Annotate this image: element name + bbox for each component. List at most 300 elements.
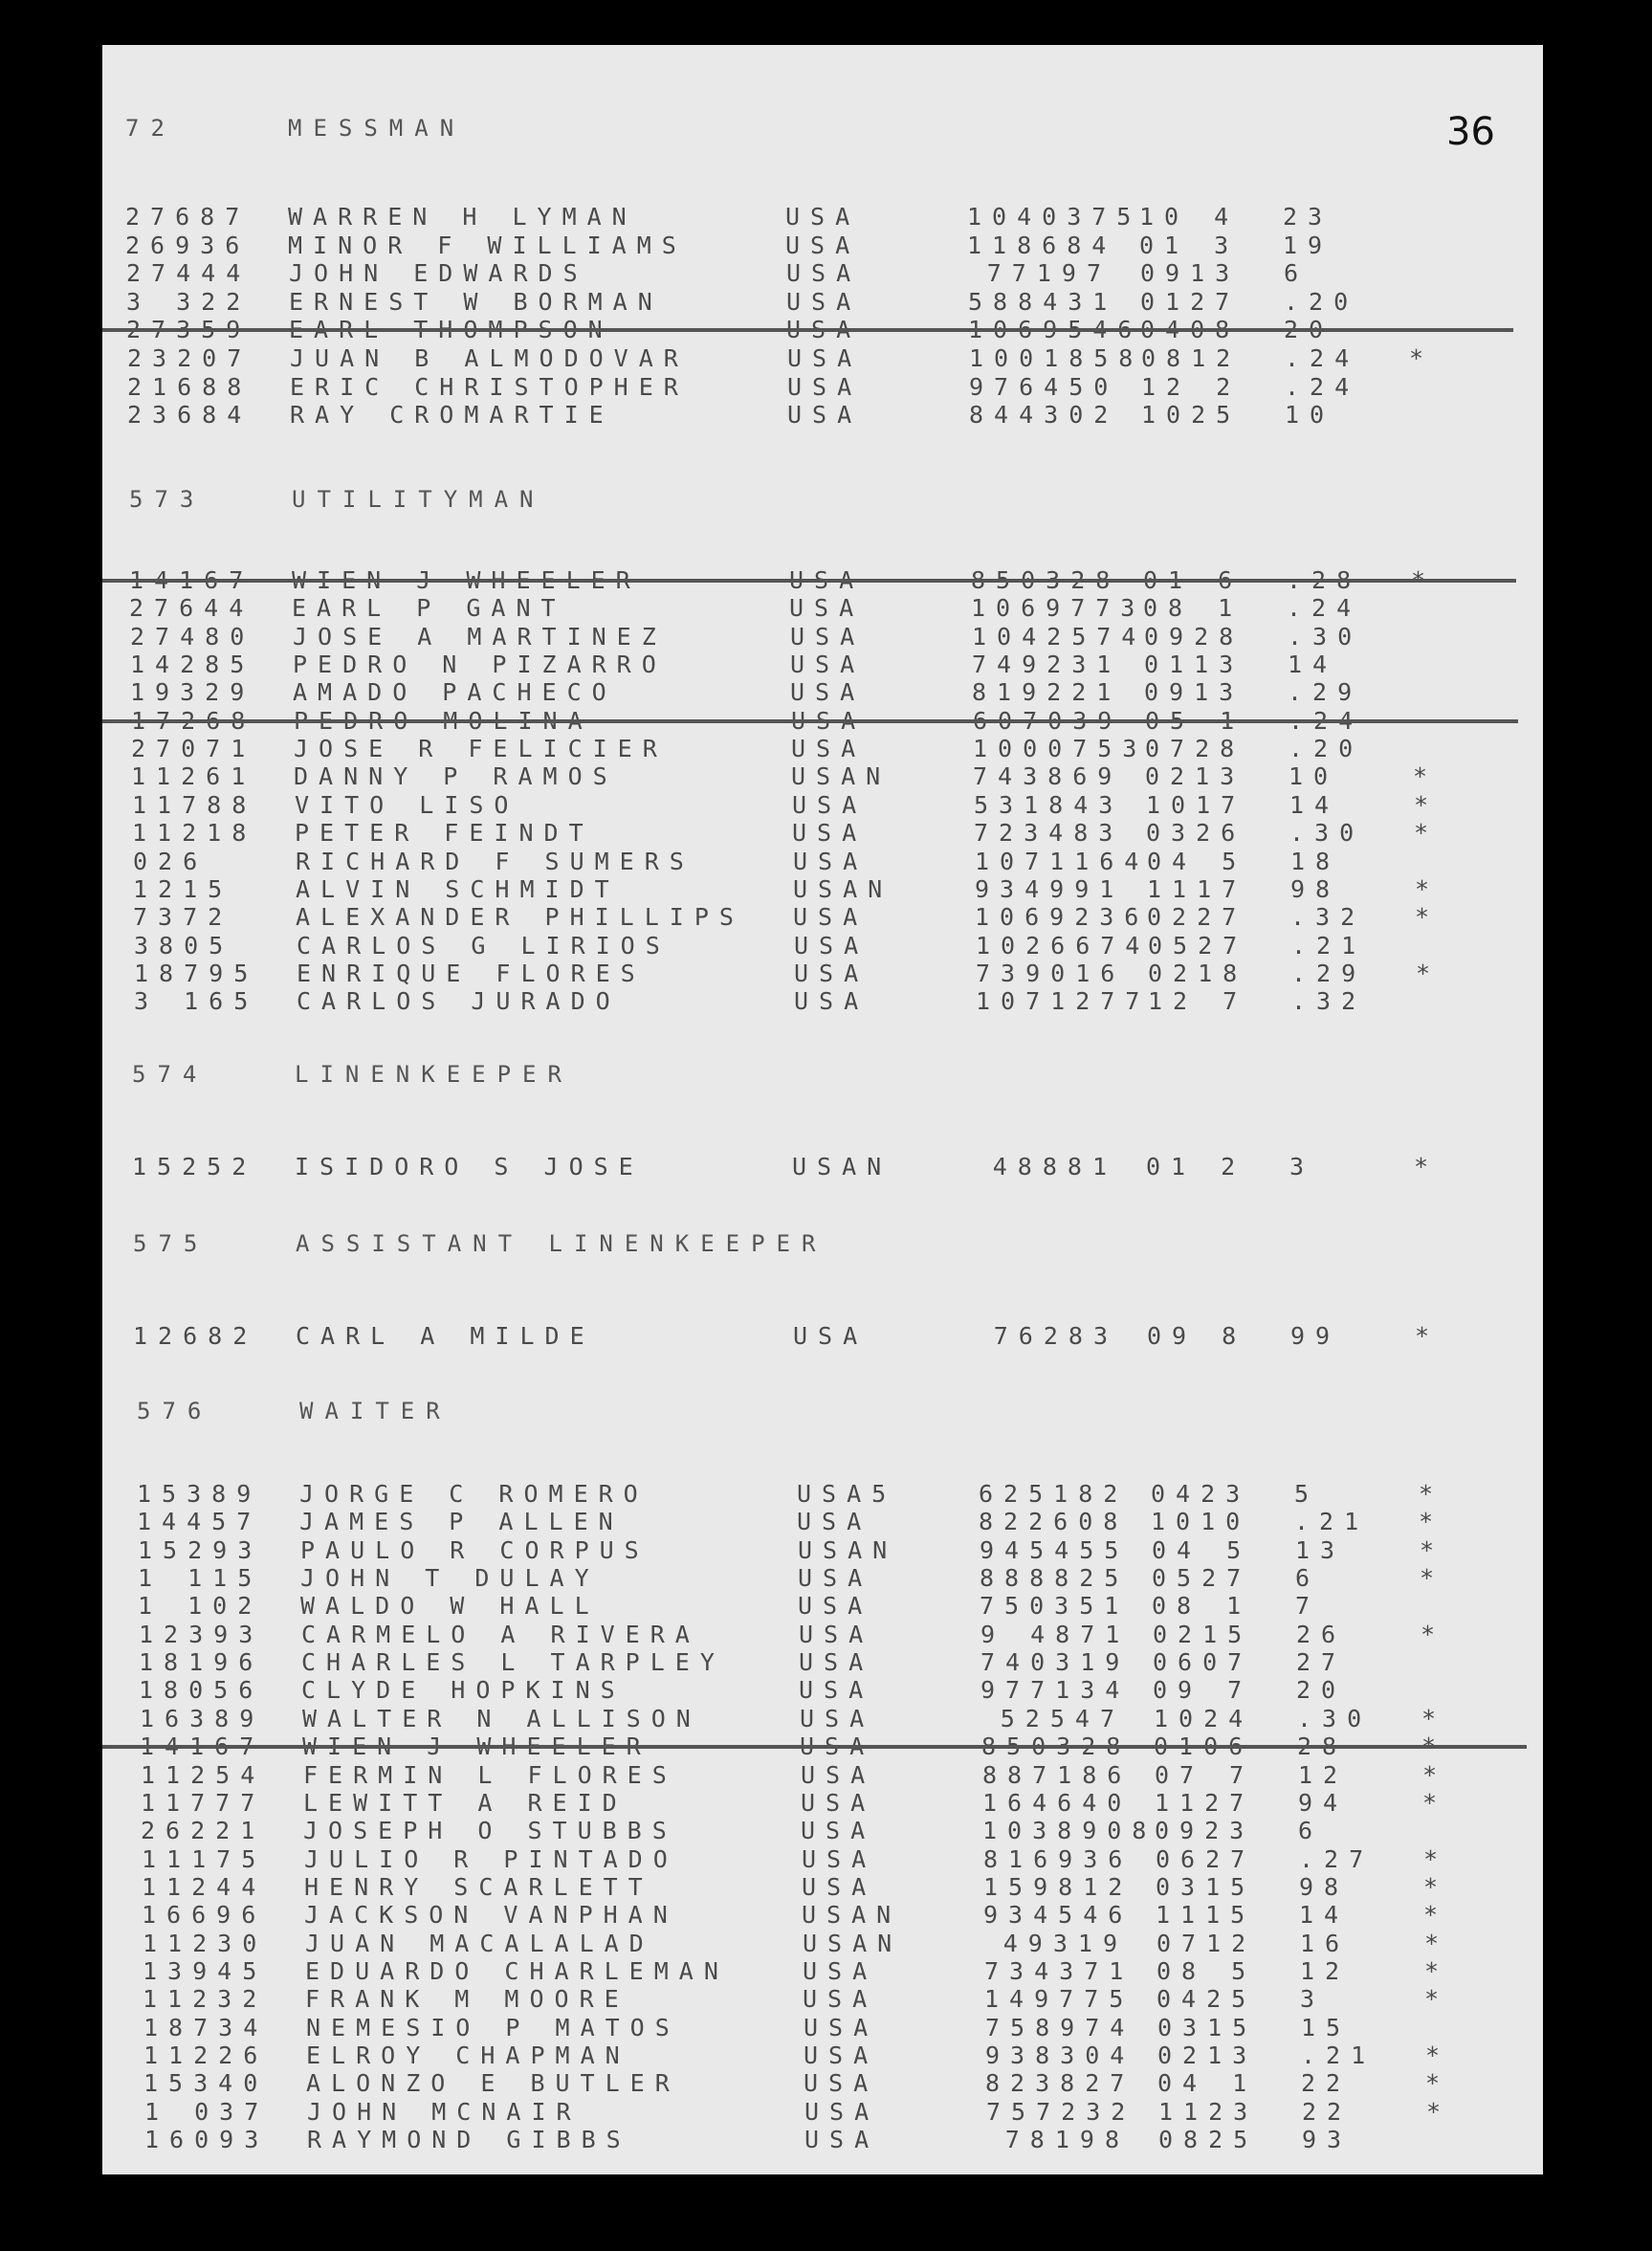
cell-name: JUAN MACALALAD — [305, 1930, 654, 1957]
cell-id: 11244 — [142, 1873, 267, 1901]
cell-mark: * — [1425, 2069, 1451, 2097]
cell-name: WALTER N ALLISON — [302, 1705, 701, 1732]
cell-val: 13 — [1295, 1536, 1346, 1564]
cell-date: 0527 — [1148, 932, 1248, 960]
cell-name: RAYMOND GIBBS — [307, 2126, 631, 2153]
cell-id: 3 165 — [134, 987, 259, 1015]
cell-mark: * — [1423, 1901, 1449, 1929]
section-code: 576 — [137, 1398, 213, 1424]
cell-num: 1069236 — [975, 903, 1150, 931]
cell-id: 11226 — [143, 2041, 269, 2069]
cell-mark: * — [1419, 1508, 1444, 1535]
cell-cit: USA — [790, 651, 866, 678]
cell-name: FRANK M MOORE — [305, 1985, 629, 2013]
cell-mark: * — [1420, 1536, 1445, 1564]
cell-num: 1001858 — [969, 344, 1144, 372]
cell-num: 78198 — [1004, 2126, 1130, 2153]
cell-date: 08 1 — [1152, 1592, 1252, 1620]
cell-mark: * — [1415, 1322, 1441, 1350]
cell-num: 734371 — [984, 1957, 1134, 1985]
cell-id: 1 102 — [138, 1592, 263, 1620]
cell-cit: USA — [786, 288, 862, 316]
cell-mark: * — [1425, 2041, 1451, 2069]
cell-val: 14 — [1289, 791, 1340, 819]
cell-val: .24 — [1285, 373, 1360, 401]
cell-num: 723483 — [974, 819, 1124, 847]
cell-cit: USA — [792, 791, 868, 819]
cell-date: 0527 — [1152, 1564, 1252, 1592]
cell-date: 08 1 — [1143, 594, 1244, 622]
cell-cit: USAN — [793, 875, 893, 903]
cell-name: CARLOS G LIRIOS — [297, 932, 671, 960]
section-title: UTILITYMAN — [292, 486, 545, 513]
cell-num: 888825 — [980, 1564, 1130, 1592]
cell-cit: USA — [803, 1957, 878, 1985]
cell-num: 164640 — [982, 1789, 1133, 1817]
section-title: LINENKEEPER — [295, 1061, 573, 1088]
cell-id: 17268 — [131, 707, 256, 735]
cell-val: .21 — [1301, 2041, 1377, 2069]
cell-id: 14167 — [129, 566, 254, 594]
cell-cit: USA — [804, 2126, 880, 2153]
cell-date: 07 7 — [1155, 1761, 1255, 1789]
cell-num: 1042574 — [972, 623, 1147, 651]
cell-name: ELROY CHAPMAN — [306, 2041, 630, 2069]
cell-id: 14457 — [137, 1508, 262, 1535]
cell-date: 04 1 — [1157, 2069, 1258, 2097]
cell-cit: USA — [802, 1873, 877, 1901]
cell-id: 16389 — [140, 1705, 265, 1732]
cell-name: JAMES P ALLEN — [299, 1508, 624, 1535]
cell-val: .24 — [1289, 707, 1364, 735]
cell-val: 23 — [1283, 203, 1333, 231]
cell-cit: USA — [785, 203, 861, 231]
cell-date: 1017 — [1146, 791, 1246, 819]
cell-val: .24 — [1287, 594, 1362, 622]
cell-mark: * — [1421, 1705, 1447, 1732]
cell-val: 18 — [1290, 848, 1341, 875]
cell-cit: USA — [804, 2069, 879, 2097]
cell-cit: USA — [800, 1732, 875, 1760]
cell-num: 1040375 — [967, 203, 1142, 231]
cell-date: 0326 — [1146, 819, 1246, 847]
cell-val: 6 — [1298, 1817, 1324, 1844]
cell-name: EDUARDO CHARLEMAN — [305, 1957, 729, 1985]
cell-id: 11777 — [141, 1789, 266, 1817]
cell-date: 1010 — [1151, 1508, 1251, 1535]
cell-cit: USAN — [798, 1536, 898, 1564]
cell-val: 94 — [1298, 1789, 1349, 1817]
cell-date: 0425 — [1156, 1985, 1257, 2013]
cell-val: 16 — [1300, 1930, 1351, 1957]
cell-name: JULIO R PINTADO — [304, 1845, 678, 1873]
cell-cit: USA — [801, 1817, 876, 1844]
cell-cit: USA — [789, 566, 865, 594]
cell-id: 11232 — [143, 1985, 268, 2013]
cell-cit: USA — [792, 819, 868, 847]
cell-id: 18196 — [139, 1648, 264, 1676]
cell-num: 850328 — [971, 566, 1121, 594]
section-title: MESSMAN — [288, 115, 466, 142]
cell-id: 1 115 — [138, 1564, 263, 1592]
cell-cit: USA — [801, 1789, 876, 1817]
cell-date: 09 8 — [1147, 1322, 1247, 1350]
cell-date: 0315 — [1156, 1873, 1256, 1901]
cell-date: 04 5 — [1152, 1536, 1252, 1564]
cell-num: 945455 — [980, 1536, 1130, 1564]
cell-name: WIEN J WHEELER — [302, 1732, 651, 1760]
section-title: ASSISTANT LINENKEEPER — [296, 1230, 827, 1257]
document-page — [102, 45, 1543, 2174]
cell-id: 3 322 — [126, 288, 252, 316]
cell-id: 27359 — [126, 316, 252, 343]
cell-cit: USA — [793, 1322, 869, 1350]
cell-id: 23684 — [127, 401, 253, 429]
cell-name: FERMIN L FLORES — [303, 1761, 677, 1789]
cell-name: WARREN H LYMAN — [288, 203, 637, 231]
cell-val: .30 — [1288, 623, 1363, 651]
cell-name: CHARLES L TARPLEY — [301, 1648, 725, 1676]
cell-name: RAY CROMARTIE — [290, 401, 614, 429]
cell-name: WIEN J WHEELER — [292, 566, 641, 594]
cell-num: 607039 — [973, 707, 1123, 735]
cell-num: 588431 — [968, 288, 1118, 316]
cell-date: 0712 — [1156, 1930, 1257, 1957]
cell-date: 10 4 — [1139, 203, 1240, 231]
cell-val: 3 — [1300, 1985, 1326, 2013]
cell-num: 49319 — [1002, 1930, 1128, 1957]
cell-name: AMADO PACHECO — [293, 678, 617, 706]
cell-num: 850328 — [981, 1732, 1132, 1760]
cell-num: 1069546 — [968, 316, 1143, 343]
cell-name: HENRY SCARLETT — [304, 1873, 653, 1901]
cell-id: 19329 — [130, 678, 255, 706]
cell-cit: USA — [794, 932, 870, 960]
cell-id: 11788 — [132, 791, 257, 819]
cell-cit: USA — [800, 1705, 875, 1732]
cell-cit: USA — [791, 735, 867, 762]
cell-num: 749231 — [972, 651, 1122, 678]
cell-num: 934546 — [983, 1901, 1134, 1929]
cell-val: .24 — [1285, 344, 1360, 372]
cell-id: 27444 — [126, 259, 252, 287]
cell-val: 6 — [1295, 1564, 1321, 1592]
cell-name: JOSE A MARTINEZ — [293, 623, 667, 651]
cell-cit: USA — [787, 401, 863, 429]
cell-num: 1000753 — [973, 735, 1148, 762]
cell-date: 1025 — [1141, 401, 1242, 429]
cell-num: 1069773 — [971, 594, 1146, 622]
cell-id: 1 037 — [144, 2098, 270, 2126]
cell-cit: USA — [790, 623, 866, 651]
cell-id: 26936 — [125, 232, 251, 259]
cell-mark: * — [1416, 960, 1442, 987]
cell-id: 16093 — [144, 2126, 270, 2153]
cell-val: .32 — [1290, 903, 1366, 931]
cell-num: 822608 — [979, 1508, 1129, 1535]
cell-val: .20 — [1284, 288, 1359, 316]
cell-val: .20 — [1289, 735, 1364, 762]
cell-cit: USAN — [792, 1153, 892, 1181]
cell-date: 0812 — [1141, 344, 1242, 372]
cell-cit: USA — [787, 344, 863, 372]
cell-val: .29 — [1291, 960, 1367, 987]
cell-name: ERNEST W BORMAN — [289, 288, 663, 316]
cell-id: 21688 — [127, 373, 253, 401]
cell-mark: * — [1423, 1845, 1449, 1873]
cell-date: 0607 — [1153, 1648, 1253, 1676]
cell-val: 15 — [1301, 2014, 1352, 2041]
cell-num: 159812 — [983, 1873, 1134, 1901]
section-code: 575 — [133, 1230, 209, 1257]
cell-id: 18795 — [134, 960, 259, 987]
cell-date: 0728 — [1145, 735, 1245, 762]
cell-val: 26 — [1296, 1621, 1347, 1648]
cell-cit: USA — [801, 1761, 876, 1789]
cell-date: 1123 — [1158, 2098, 1259, 2126]
cell-id: 27687 — [125, 203, 251, 231]
cell-cit: USA5 — [797, 1480, 897, 1508]
cell-id: 11230 — [143, 1930, 268, 1957]
cell-num: 76283 — [993, 1322, 1118, 1350]
cell-num: 149775 — [984, 1985, 1134, 2013]
cell-date: 01 6 — [1143, 566, 1244, 594]
cell-name: PEDRO N PIZARRO — [293, 651, 667, 678]
cell-cit: USA — [791, 707, 867, 735]
cell-date: 0913 — [1144, 678, 1245, 706]
cell-val: .27 — [1299, 1845, 1375, 1873]
cell-num: 1026674 — [976, 932, 1151, 960]
cell-name: CARLOS JURADO — [297, 987, 621, 1015]
cell-cit: USA — [804, 2041, 879, 2069]
cell-date: 0227 — [1147, 903, 1247, 931]
cell-name: NEMESIO P MATOS — [306, 2014, 680, 2041]
cell-mark: * — [1423, 1873, 1449, 1901]
cell-name: JOHN MCNAIR — [307, 2098, 582, 2126]
cell-id: 18734 — [143, 2014, 269, 2041]
cell-num: 758974 — [985, 2014, 1135, 2041]
cell-date: 01 2 — [1146, 1153, 1246, 1181]
cell-date: 0113 — [1144, 651, 1245, 678]
cell-val: 10 — [1285, 401, 1335, 429]
cell-val: 22 — [1301, 2069, 1352, 2097]
cell-num: 816936 — [983, 1845, 1134, 1873]
cell-mark: * — [1426, 2098, 1452, 2126]
cell-num: 118684 — [967, 232, 1117, 259]
cell-name: WALDO W HALL — [300, 1592, 600, 1620]
cell-val: 98 — [1299, 1873, 1350, 1901]
cell-name: JACKSON VANPHAN — [304, 1901, 678, 1929]
cell-mark: * — [1421, 1732, 1447, 1760]
cell-val: .30 — [1289, 819, 1365, 847]
cell-date: 09 7 — [1153, 1676, 1253, 1704]
cell-id: 15252 — [132, 1153, 257, 1181]
cell-cit: USA — [798, 1564, 873, 1592]
cell-val: .29 — [1288, 678, 1363, 706]
cell-val: .28 — [1287, 566, 1362, 594]
cell-name: JOSE R FELICIER — [294, 735, 668, 762]
cell-val: .21 — [1291, 932, 1367, 960]
cell-mark: * — [1409, 344, 1435, 372]
cell-cit: USA — [785, 232, 861, 259]
cell-num: 819221 — [972, 678, 1122, 706]
cell-cit: USA — [802, 1845, 877, 1873]
cell-date: 0315 — [1157, 2014, 1258, 2041]
cell-id: 026 — [133, 848, 209, 875]
section-title: WAITER — [299, 1398, 452, 1424]
cell-cit: USA — [793, 903, 869, 931]
cell-val: 14 — [1299, 1901, 1350, 1929]
cell-id: 27644 — [129, 594, 254, 622]
cell-val: 19 — [1283, 232, 1333, 259]
cell-num: 52547 — [1000, 1705, 1125, 1732]
cell-name: CARL A MILDE — [296, 1322, 595, 1350]
cell-id: 11218 — [132, 819, 257, 847]
cell-name: ALVIN SCHMIDT — [296, 875, 620, 903]
cell-name: ERIC CHRISTOPHER — [290, 373, 689, 401]
cell-date: 01 3 — [1139, 232, 1240, 259]
cell-cit: USA — [803, 1985, 878, 2013]
cell-num: 743869 — [973, 762, 1123, 790]
cell-val: 12 — [1300, 1957, 1351, 1985]
cell-date: 1117 — [1147, 875, 1247, 903]
cell-id: 14285 — [130, 651, 255, 678]
cell-num: 48881 — [992, 1153, 1117, 1181]
cell-cit: USA — [789, 594, 865, 622]
cell-val: 7 — [1295, 1592, 1321, 1620]
cell-name: RICHARD F SUMERS — [296, 848, 694, 875]
section-code: 574 — [132, 1061, 209, 1088]
cell-val: 22 — [1302, 2098, 1353, 2126]
cell-val: .30 — [1297, 1705, 1373, 1732]
cell-mark: * — [1424, 1985, 1450, 2013]
cell-val: 20 — [1284, 316, 1334, 343]
cell-date: 0213 — [1145, 762, 1245, 790]
cell-mark: * — [1419, 1480, 1444, 1508]
cell-val: 99 — [1290, 1322, 1341, 1350]
cell-date: 0215 — [1153, 1621, 1253, 1648]
cell-id: 26221 — [141, 1817, 266, 1844]
cell-cit: USA — [787, 373, 863, 401]
cell-date: 0106 — [1154, 1732, 1254, 1760]
cell-num: 976450 — [969, 373, 1119, 401]
cell-id: 27071 — [131, 735, 256, 762]
cell-cit: USA — [799, 1648, 874, 1676]
cell-val: .32 — [1291, 987, 1367, 1015]
cell-val: 98 — [1290, 875, 1341, 903]
cell-mark: * — [1413, 762, 1439, 790]
cell-id: 3805 — [134, 932, 234, 960]
cell-date: 1115 — [1156, 1901, 1256, 1929]
cell-date: 0928 — [1144, 623, 1245, 651]
cell-num: 977134 — [980, 1676, 1131, 1704]
cell-date: 0825 — [1158, 2126, 1259, 2153]
cell-date: 0218 — [1148, 960, 1248, 987]
cell-name: DANNY P RAMOS — [294, 762, 618, 790]
cell-cit: USA — [798, 1592, 873, 1620]
cell-name: ALONZO E BUTLER — [306, 2069, 680, 2097]
cell-mark: * — [1422, 1789, 1448, 1817]
cell-cit: USA — [790, 678, 866, 706]
cell-name: JUAN B ALMODOVAR — [290, 344, 689, 372]
cell-cit: USA — [786, 316, 862, 343]
cell-name: PAULO R CORPUS — [300, 1536, 650, 1564]
cell-id: 14167 — [140, 1732, 265, 1760]
cell-id: 7372 — [133, 903, 233, 931]
cell-name: MINOR F WILLIAMS — [288, 232, 687, 259]
cell-num: 625182 — [979, 1480, 1129, 1508]
cell-name: ALEXANDER PHILLIPS — [296, 903, 744, 931]
cell-val: 27 — [1296, 1648, 1347, 1676]
cell-val: 20 — [1296, 1676, 1347, 1704]
section-code: 573 — [129, 486, 206, 513]
cell-num: 77197 — [986, 259, 1112, 287]
cell-cit: USA — [804, 2098, 880, 2126]
cell-val: 12 — [1298, 1761, 1349, 1789]
cell-num: 1038908 — [982, 1817, 1157, 1844]
cell-date: 0423 — [1151, 1480, 1251, 1508]
cell-date: 1024 — [1154, 1705, 1254, 1732]
cell-date: 08 5 — [1156, 1957, 1257, 1985]
cell-mark: * — [1414, 1153, 1440, 1181]
cell-id: 12682 — [133, 1322, 258, 1350]
cell-val: .21 — [1294, 1508, 1370, 1535]
cell-id: 1215 — [133, 875, 233, 903]
cell-mark: * — [1424, 1957, 1450, 1985]
cell-id: 15340 — [143, 2069, 269, 2097]
cell-date: 0127 — [1140, 288, 1241, 316]
cell-date: 05 1 — [1145, 707, 1245, 735]
cell-name: CLYDE HOPKINS — [301, 1676, 626, 1704]
cell-name: JORGE C ROMERO — [299, 1480, 649, 1508]
cell-name: JOHN EDWARDS — [289, 259, 588, 287]
cell-mark: * — [1414, 819, 1440, 847]
cell-name: ISIDORO S JOSE — [295, 1153, 644, 1181]
cell-name: JOHN T DULAY — [300, 1564, 600, 1592]
section-code: 72 — [125, 115, 176, 142]
cell-id: 15389 — [137, 1480, 262, 1508]
cell-num: 823827 — [985, 2069, 1135, 2097]
cell-name: LEWITT A REID — [303, 1789, 628, 1817]
cell-val: 3 — [1289, 1153, 1315, 1181]
cell-name: PETER FEINDT — [295, 819, 594, 847]
cell-mark: * — [1414, 791, 1440, 819]
cell-num: 9 4871 — [980, 1621, 1131, 1648]
cell-num: 739016 — [976, 960, 1126, 987]
cell-name: PEDRO MOLINA — [294, 707, 593, 735]
cell-num: 887186 — [982, 1761, 1133, 1789]
cell-name: CARMELO A RIVERA — [301, 1621, 700, 1648]
cell-id: 27480 — [130, 623, 255, 651]
cell-id: 11175 — [142, 1845, 267, 1873]
cell-num: 938304 — [985, 2041, 1135, 2069]
cell-cit: USAN — [802, 1901, 902, 1929]
cell-mark: * — [1422, 1761, 1448, 1789]
cell-id: 13945 — [143, 1957, 268, 1985]
cell-date: 0408 — [1140, 316, 1241, 343]
page-number: 36 — [1446, 110, 1495, 154]
cell-val: 6 — [1284, 259, 1310, 287]
cell-date: 04 5 — [1147, 848, 1247, 875]
cell-id: 16696 — [142, 1901, 267, 1929]
cell-cit: USA — [794, 960, 870, 987]
cell-cit: USA — [804, 2014, 879, 2041]
cell-mark: * — [1415, 903, 1441, 931]
cell-num: 531843 — [974, 791, 1124, 819]
cell-val: 10 — [1289, 762, 1339, 790]
cell-num: 844302 — [969, 401, 1119, 429]
cell-cit: USAN — [803, 1930, 903, 1957]
